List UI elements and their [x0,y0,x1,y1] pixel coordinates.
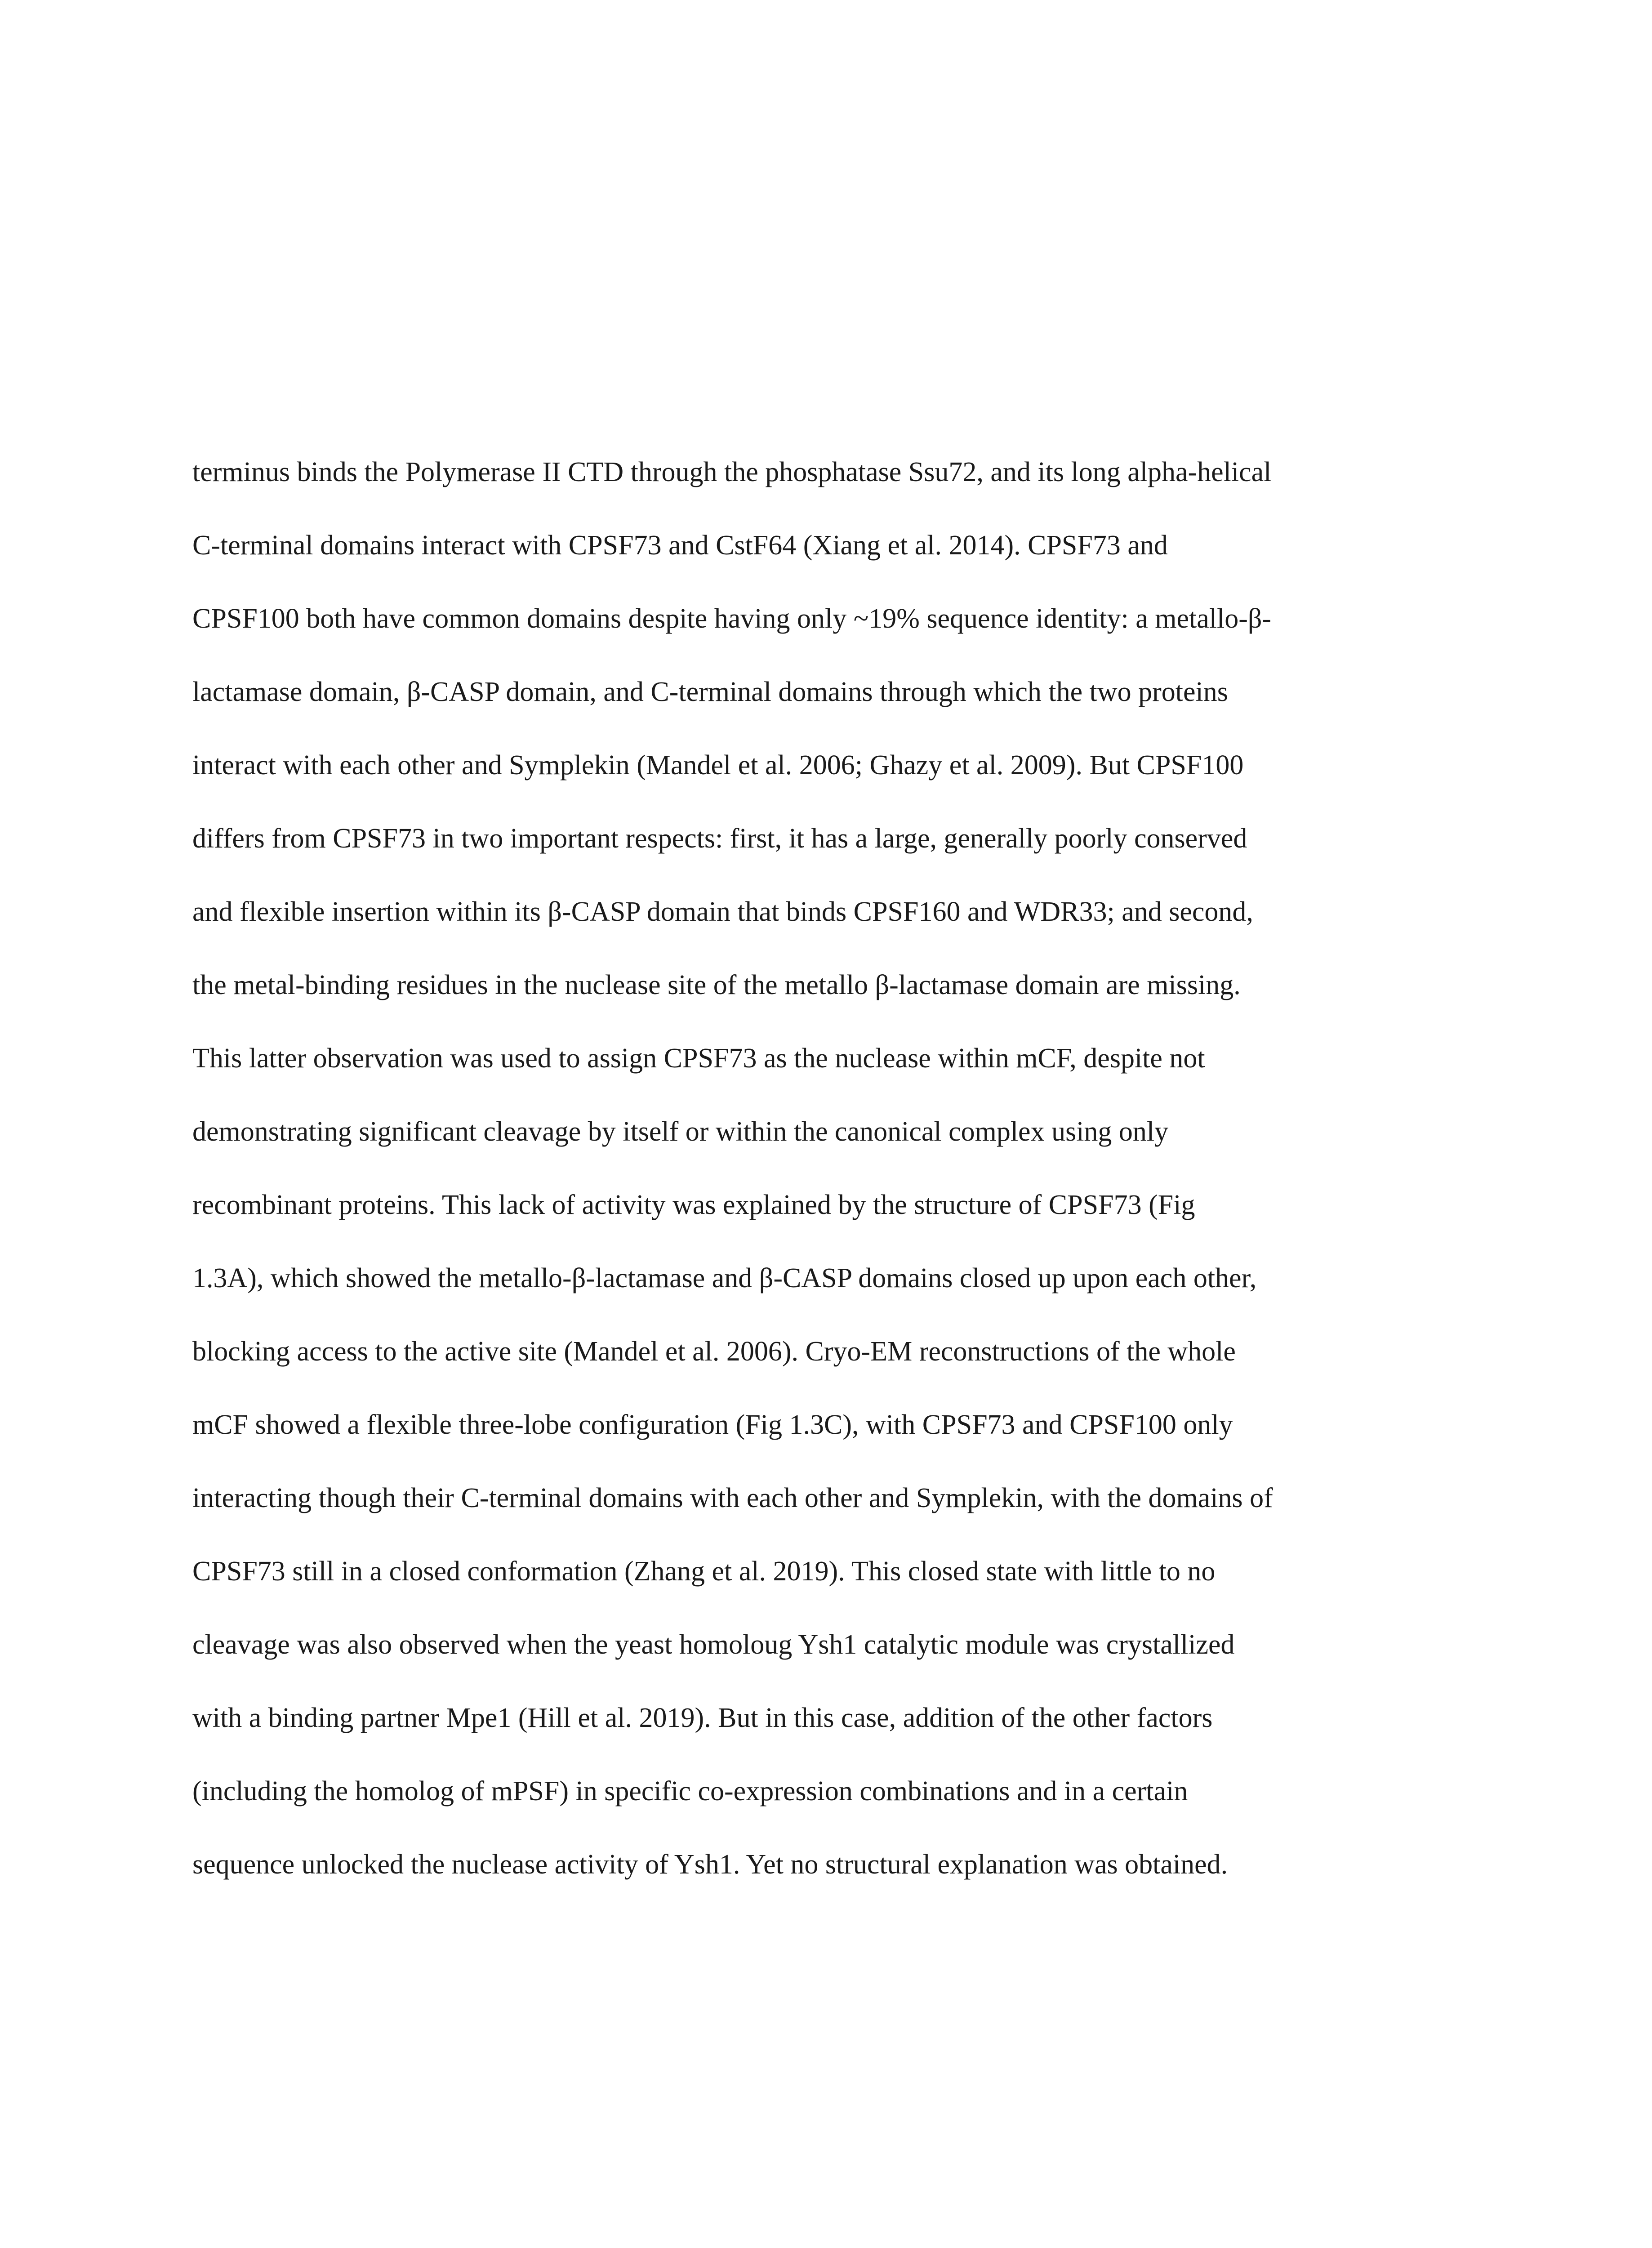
text-line: the metal-binding residues in the nuclease site of the metallo β-lactamase domain are missing. [192,970,1241,1000]
text-line: mCF showed a flexible three-lobe configuration (Fig 1.3C), with CPSF73 and CPSF100 only [192,1409,1233,1440]
text-line: recombinant proteins. This lack of activity was explained by the structure of CPSF73 (Fig [192,1190,1195,1220]
text-line: blocking access to the active site (Mandel et al. 2006). Cryo-EM reconstructions of the whole [192,1336,1236,1367]
text-line: sequence unlocked the nuclease activity of Ysh1. Yet no structural explanation was obtained. [192,1849,1228,1880]
text-line: interact with each other and Symplekin (Mandel et al. 2006; Ghazy et al. 2009). But CPSF100 [192,750,1244,781]
text-line: and flexible insertion within its β-CASP domain that binds CPSF160 and WDR33; and second, [192,897,1253,927]
text-line: with a binding partner Mpe1 (Hill et al. 2019). But in this case, addition of the other factors [192,1703,1213,1733]
text-line: terminus binds the Polymerase II CTD through the phosphatase Ssu72, and its long alpha-helical [192,457,1272,487]
text-line: differs from CPSF73 in two important respects: first, it has a large, generally poorly conserved [192,823,1247,854]
text-line: CPSF73 still in a closed conformation (Zhang et al. 2019). This closed state with little to no [192,1556,1216,1587]
text-line: demonstrating significant cleavage by itself or within the canonical complex using only [192,1116,1169,1147]
text-line: interacting though their C-terminal domains with each other and Symplekin, with the domains of [192,1483,1273,1513]
text-line: (including the homolog of mPSF) in specific co-expression combinations and in a certain [192,1776,1188,1806]
text-line: CPSF100 both have common domains despite having only ~19% sequence identity: a metallo-β- [192,603,1272,634]
text-line: C-terminal domains interact with CPSF73 and CstF64 (Xiang et al. 2014). CPSF73 and [192,530,1168,561]
text-line: 1.3A), which showed the metallo-β-lactamase and β-CASP domains closed up upon each other, [192,1263,1257,1293]
text-line: cleavage was also observed when the yeast homoloug Ysh1 catalytic module was crystallized [192,1629,1235,1660]
text-line: lactamase domain, β-CASP domain, and C-terminal domains through which the two proteins [192,677,1228,707]
body-paragraph [192,450,1460,1915]
text-line: This latter observation was used to assign CPSF73 as the nuclease within mCF, despite not [192,1043,1205,1074]
